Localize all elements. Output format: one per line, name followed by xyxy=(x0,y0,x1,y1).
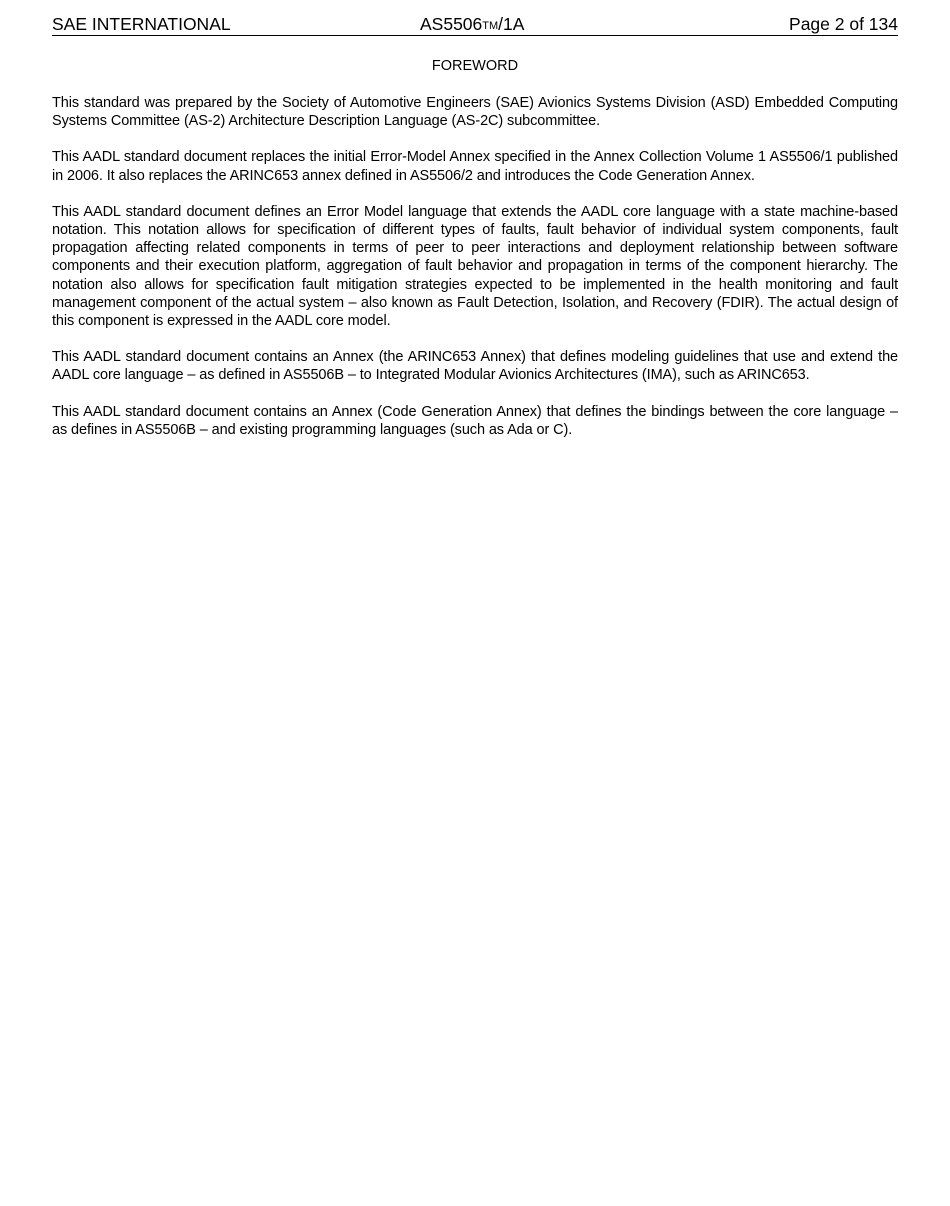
trademark-mark: TM xyxy=(482,20,499,32)
foreword-body xyxy=(52,94,898,457)
section-title: FOREWORD xyxy=(431,58,519,74)
document-number-suffix: /1A xyxy=(498,14,525,34)
paragraph-preparation: This standard was prepared by the Society of Automotive Engineers (SAE) Avionics Systems Division (ASD) Embedded Computing Systems Committee (AS-2) Architecture Description Language (AS-2C) subcommittee. xyxy=(52,95,898,130)
paragraph-replacement: This AADL standard document replaces the initial Error-Model Annex specified in the Annex Collection Volume 1 AS5506/1 published in 2006. It also replaces the ARINC653 annex defined in AS5506/2 and introduces the Code Generation Annex. xyxy=(52,149,898,184)
paragraph-error-model: This AADL standard document defines an Error Model language that extends the AADL core language with a state machine-based notation. This notation allows for specification of different types of faults, fault behavior of individual system components, fault propagation affecting related components in terms of peer to peer interactions and deployment relationship between software components and their execution platform, aggregation of fault behavior and propagation in terms of the component hierarchy. The notation also allows for specification fault mitigation strategies expected to be implemented in the health monitoring and fault management component of the actual system – also known as Fault Detection, Isolation, and Recovery (FDIR). The actual design of this component is expressed in the AADL core model. xyxy=(52,203,898,330)
header-page-number: Page 2 of 134 xyxy=(789,14,898,34)
paragraph-code-generation-annex: This AADL standard document contains an Annex (Code Generation Annex) that defines the bindings between the core language – as defines in AS5506B – and existing programming languages (such as Ada or C). xyxy=(52,403,898,438)
page-header xyxy=(52,14,898,36)
header-document-number xyxy=(420,14,524,37)
header-organization: SAE INTERNATIONAL xyxy=(52,14,231,34)
document-number-prefix: AS5506 xyxy=(420,14,483,34)
paragraph-arinc653-annex: This AADL standard document contains an Annex (the ARINC653 Annex) that defines modeling guidelines that use and extend the AADL core language – as defined in AS5506B – to Integrated Modular Avionics Architectures (IMA), such as ARINC653. xyxy=(52,349,898,384)
